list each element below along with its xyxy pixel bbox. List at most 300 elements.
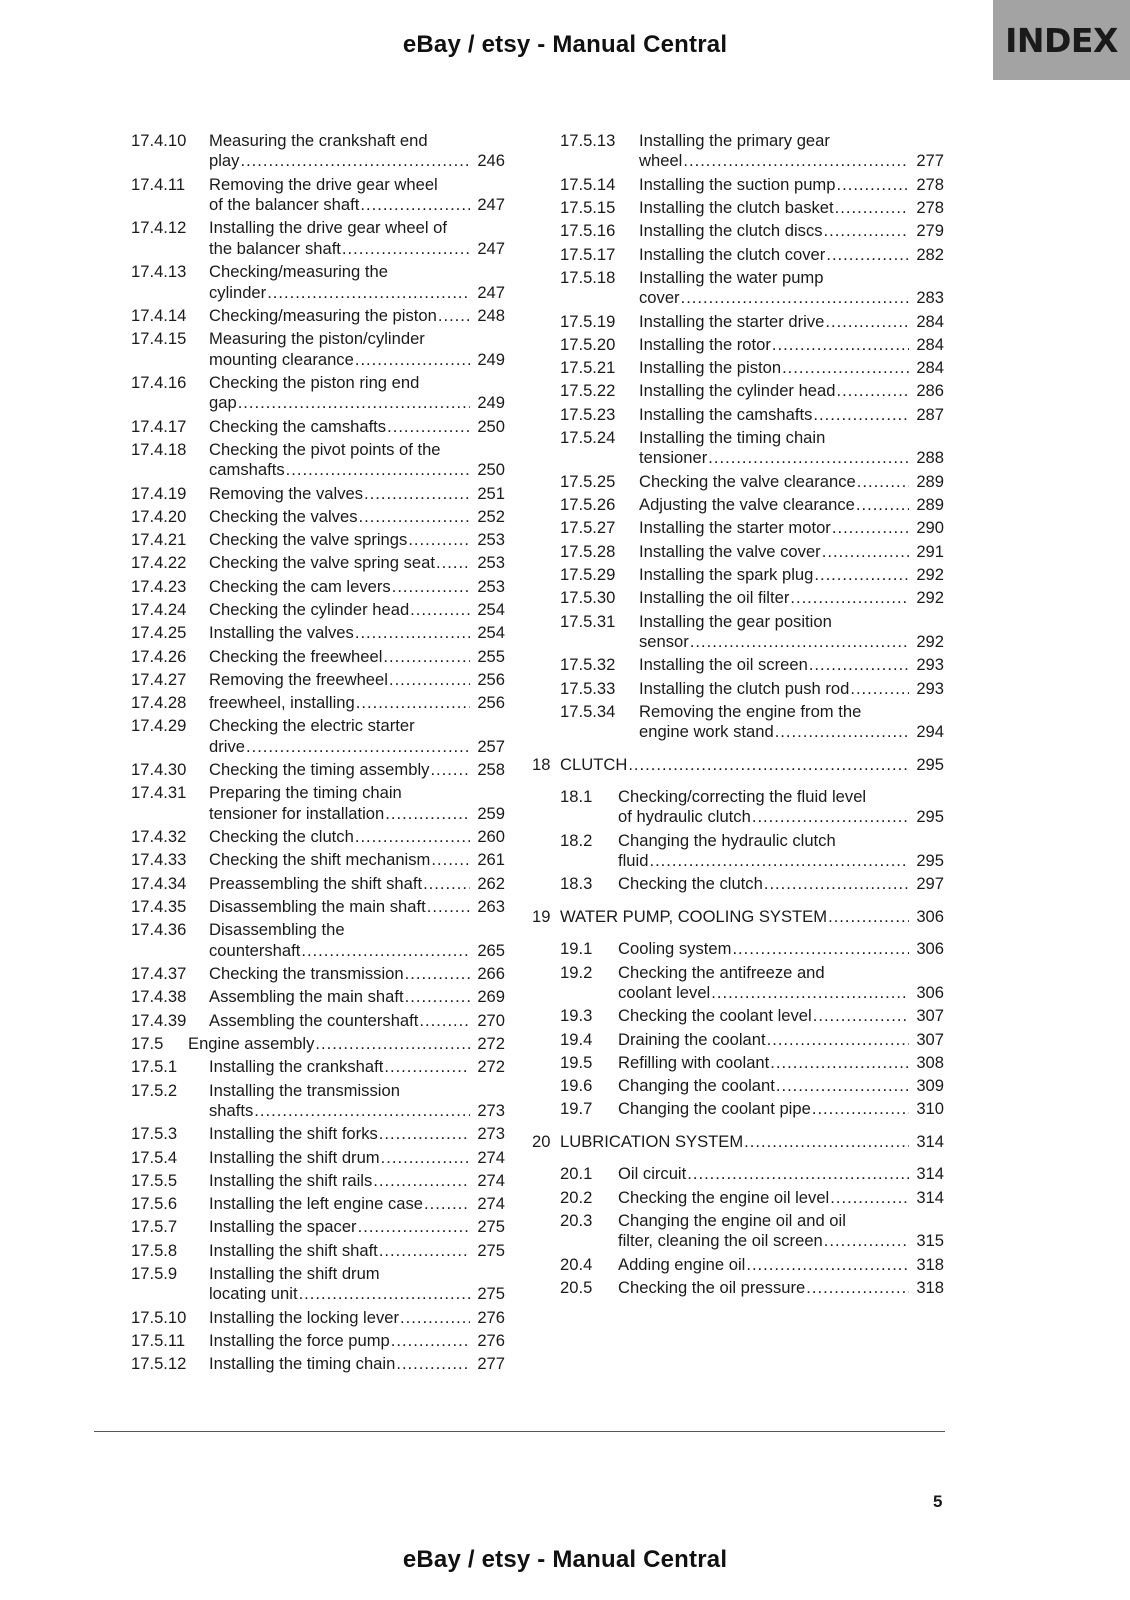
toc-entry-page: 314	[916, 1131, 944, 1151]
toc-leader-dots	[835, 198, 909, 218]
toc-entry-number: 17.5.24	[560, 428, 616, 448]
toc-entry[interactable]	[131, 897, 505, 917]
toc-entry[interactable]	[532, 542, 944, 562]
toc-entry-page: 306	[916, 939, 944, 959]
toc-entry-page: 277	[477, 1354, 505, 1374]
toc-entry-title: Installing the clutch basket	[639, 198, 834, 217]
toc-entry-number: 17.4.16	[131, 372, 187, 392]
toc-entry[interactable]	[532, 1132, 944, 1152]
toc-entry-page: 306	[916, 906, 944, 926]
toc-entry-title: countershaft	[209, 940, 301, 960]
toc-entry[interactable]	[532, 1030, 944, 1050]
toc-entry[interactable]	[131, 1264, 505, 1305]
toc-entry[interactable]	[532, 381, 944, 401]
toc-entry[interactable]	[131, 716, 505, 757]
toc-entry-number: 17.5.33	[560, 678, 616, 698]
page-header-title: eBay / etsy - Manual Central	[402, 31, 728, 58]
toc-entry-title: tensioner for installation	[209, 803, 385, 823]
toc-entry-page: 314	[916, 1187, 944, 1207]
toc-leader-dots	[355, 350, 470, 370]
toc-entry[interactable]	[532, 1278, 944, 1298]
toc-entry-page: 249	[477, 349, 505, 369]
toc-entry-title: Removing the valves	[209, 483, 364, 503]
toc-entry-title: shafts	[209, 1100, 254, 1120]
toc-entry-title: cover	[639, 288, 680, 308]
toc-entry-title: Installing the shift drum	[209, 1264, 380, 1284]
toc-entry-number: 19.4	[560, 1029, 593, 1049]
toc-entry-title: Adjusting the valve clearance	[639, 495, 855, 515]
toc-entry-page: 279	[916, 221, 944, 241]
toc-leader-dots	[683, 151, 909, 171]
toc-leader-dots	[356, 693, 470, 713]
toc-entry[interactable]	[532, 472, 944, 492]
toc-entry-page: 250	[477, 416, 505, 436]
toc-entry-page: 282	[916, 244, 944, 264]
toc-entry[interactable]	[532, 907, 944, 927]
toc-entry[interactable]	[131, 1241, 505, 1261]
toc-leader-dots	[383, 647, 470, 667]
toc-entry-title: Checking the oil pressure	[618, 1277, 806, 1297]
toc-entry[interactable]	[131, 553, 505, 573]
toc-entry[interactable]	[131, 1217, 505, 1237]
toc-entry[interactable]	[532, 175, 944, 195]
toc-entry-title: Preassembling the shift shaft	[209, 873, 423, 893]
toc-entry[interactable]	[532, 1255, 944, 1275]
toc-entry-number: 17.5.29	[560, 564, 616, 584]
toc-leader-dots	[396, 1354, 470, 1374]
toc-entry-page: 294	[916, 722, 944, 742]
toc-entry-page: 252	[477, 506, 505, 526]
toc-entry[interactable]	[532, 655, 944, 675]
toc-entry[interactable]	[131, 175, 505, 216]
toc-entry-number: 17.4.10	[131, 131, 187, 150]
toc-entry-page: 274	[477, 1170, 505, 1190]
toc-entry[interactable]	[532, 755, 944, 775]
toc-entry-title: Cooling system	[618, 939, 732, 959]
toc-entry-number: 19.3	[560, 1006, 593, 1026]
toc-entry-number: 17.5.7	[131, 1217, 178, 1237]
toc-entry[interactable]	[131, 920, 505, 961]
toc-entry-number: 17.4.37	[131, 964, 187, 984]
toc-entry[interactable]	[532, 335, 944, 355]
toc-entry[interactable]	[131, 484, 505, 504]
toc-entry-title: Checking the freewheel	[209, 646, 383, 666]
toc-entry[interactable]	[131, 262, 505, 303]
toc-entry-number: 20.3	[560, 1210, 593, 1230]
toc-entry[interactable]	[532, 1188, 944, 1208]
toc-entry-title: Installing the starter drive	[639, 311, 825, 331]
toc-entry[interactable]	[532, 963, 944, 1004]
toc-entry-title: Installing the rotor	[639, 334, 771, 354]
toc-entry-title: Installing the starter motor	[639, 518, 831, 538]
toc-leader-dots	[438, 306, 470, 326]
toc-entry-page: 278	[916, 174, 944, 194]
toc-entry-page: 293	[916, 678, 944, 698]
toc-entry-title: Installing the primary gear	[639, 131, 830, 150]
toc-leader-dots	[836, 175, 909, 195]
toc-entry-title: WATER PUMP, COOLING SYSTEM	[560, 906, 828, 926]
toc-entry-page: 273	[477, 1124, 505, 1144]
toc-entry-number: 17.4.19	[131, 483, 187, 503]
toc-leader-dots	[628, 755, 909, 775]
toc-leader-dots	[690, 632, 909, 652]
toc-entry[interactable]	[532, 221, 944, 241]
toc-entry-number: 17.4.20	[131, 506, 187, 526]
toc-entry[interactable]	[131, 964, 505, 984]
toc-entry-number: 17.4.25	[131, 623, 187, 643]
toc-leader-dots	[385, 804, 470, 824]
toc-entry-page: 275	[477, 1217, 505, 1237]
toc-entry[interactable]	[532, 1099, 944, 1119]
toc-entry-title: Installing the clutch push rod	[639, 678, 850, 698]
toc-entry[interactable]	[131, 1148, 505, 1168]
toc-entry-title: Installing the shift rails	[209, 1170, 373, 1190]
toc-entry-page: 295	[916, 807, 944, 827]
toc-entry-page: 260	[477, 827, 505, 847]
toc-entry[interactable]	[532, 495, 944, 515]
toc-entry[interactable]	[131, 783, 505, 824]
toc-leader-dots	[358, 1217, 470, 1237]
toc-entry-number: 17.5.16	[560, 221, 616, 241]
toc-entry-title: Measuring the crankshaft end	[209, 131, 428, 150]
toc-entry-number: 17.5.3	[131, 1124, 178, 1144]
toc-entry[interactable]	[131, 417, 505, 437]
toc-entry-page: 274	[477, 1147, 505, 1167]
toc-entry-number: 17.5.20	[560, 334, 616, 354]
toc-entry[interactable]	[532, 358, 944, 378]
toc-entry[interactable]	[532, 1076, 944, 1096]
toc-entry-page: 253	[477, 553, 505, 573]
toc-entry-title: freewheel, installing	[209, 693, 355, 713]
toc-entry-title: of the balancer shaft	[209, 195, 360, 215]
toc-entry[interactable]	[131, 1011, 505, 1031]
toc-entry-number: 17.4.33	[131, 850, 187, 870]
toc-leader-dots	[825, 312, 909, 332]
toc-entry[interactable]	[131, 329, 505, 370]
toc-entry-page: 270	[477, 1010, 505, 1030]
toc-entry-title: Checking the piston ring end	[209, 372, 420, 392]
toc-leader-dots	[824, 1231, 909, 1251]
toc-entry-title: Installing the timing chain	[209, 1354, 396, 1374]
toc-entry-title: Installing the left engine case	[209, 1194, 424, 1214]
toc-entry-title: Engine assembly	[188, 1033, 315, 1053]
toc-entry-title: CLUTCH	[560, 754, 628, 774]
toc-entry[interactable]	[131, 670, 505, 690]
toc-leader-dots	[782, 358, 909, 378]
toc-leader-dots	[828, 907, 909, 927]
toc-entry-number: 17.4.23	[131, 576, 187, 596]
toc-entry-number: 17.4.31	[131, 783, 187, 803]
toc-entry-number: 17.4.35	[131, 897, 187, 917]
toc-leader-dots	[746, 1255, 909, 1275]
toc-entry[interactable]	[131, 306, 505, 326]
toc-entry-number: 19	[532, 906, 551, 926]
toc-entry[interactable]	[532, 312, 944, 332]
toc-leader-dots	[744, 1132, 909, 1152]
toc-entry[interactable]	[532, 588, 944, 608]
toc-entry-title: Disassembling the	[209, 920, 345, 940]
toc-entry-number: 17.5.19	[560, 311, 616, 331]
toc-entry-number: 17.5.23	[560, 404, 616, 424]
toc-entry[interactable]	[532, 131, 944, 172]
toc-entry-title: LUBRICATION SYSTEM	[560, 1131, 744, 1151]
toc-entry[interactable]	[131, 1124, 505, 1144]
toc-entry-page: 277	[916, 151, 944, 171]
toc-leader-dots	[410, 600, 470, 620]
toc-leader-dots	[355, 623, 470, 643]
toc-entry[interactable]	[532, 874, 944, 894]
toc-entry[interactable]	[131, 1331, 505, 1351]
toc-entry-number: 17.5.10	[131, 1307, 187, 1327]
toc-entry-title: Removing the drive gear wheel	[209, 174, 438, 194]
toc-leader-dots	[806, 1278, 909, 1298]
toc-entry-title: Installing the oil screen	[639, 655, 808, 675]
toc-entry-title: Installing the gear position	[639, 611, 832, 631]
index-tab[interactable]: INDEX	[993, 0, 1130, 80]
toc-entry-title: Installing the drive gear wheel of	[209, 218, 447, 238]
toc-leader-dots	[240, 151, 470, 171]
toc-entry[interactable]	[131, 1354, 505, 1374]
toc-entry-page: 254	[477, 623, 505, 643]
toc-entry-title: Changing the coolant	[618, 1076, 775, 1096]
toc-entry-page: 276	[477, 1307, 505, 1327]
toc-entry-title: Installing the transmission	[209, 1080, 400, 1100]
toc-entry-page: 247	[477, 282, 505, 302]
toc-entry-page: 291	[916, 541, 944, 561]
toc-entry[interactable]	[532, 245, 944, 265]
toc-entry[interactable]	[532, 405, 944, 425]
toc-leader-dots	[424, 1194, 470, 1214]
toc-entry-number: 17.4.27	[131, 669, 187, 689]
toc-leader-dots	[764, 874, 909, 894]
toc-entry-page: 306	[916, 983, 944, 1002]
toc-entry-number: 17.5.11	[131, 1331, 186, 1351]
toc-entry-number: 17.4.14	[131, 305, 187, 325]
toc-entry-page: 265	[477, 940, 505, 960]
toc-entry-title: Installing the crankshaft	[209, 1057, 384, 1077]
toc-entry-title: the balancer shaft	[209, 238, 341, 258]
toc-entry-title: fluid	[618, 851, 649, 871]
toc-entry-page: 295	[916, 851, 944, 871]
toc-entry[interactable]	[131, 440, 505, 481]
toc-entry-page: 253	[477, 576, 505, 596]
toc-leader-dots	[267, 283, 470, 303]
toc-entry-number: 20.1	[560, 1164, 593, 1184]
toc-entry-title: Checking the camshafts	[209, 416, 387, 436]
toc-leader-dots	[708, 448, 909, 468]
toc-entry[interactable]	[532, 787, 944, 828]
toc-entry[interactable]	[532, 1006, 944, 1026]
toc-entry-number: 20	[532, 1131, 551, 1151]
toc-entry-number: 17.5.12	[131, 1354, 187, 1374]
toc-entry[interactable]	[532, 268, 944, 309]
toc-leader-dots	[392, 577, 470, 597]
toc-leader-dots	[379, 1124, 470, 1144]
toc-entry[interactable]	[131, 987, 505, 1007]
toc-entry-page: 310	[916, 1099, 944, 1119]
toc-entry-page: 290	[916, 518, 944, 538]
toc-left-column	[131, 131, 505, 1378]
toc-entry-number: 17.5.25	[560, 471, 616, 491]
toc-leader-dots	[809, 655, 909, 675]
toc-entry-number: 17.5.17	[560, 244, 616, 264]
toc-entry-number: 20.4	[560, 1254, 593, 1274]
toc-entry-number: 17.5.31	[560, 611, 616, 631]
toc-entry-title: Installing the spark plug	[639, 564, 814, 584]
toc-entry[interactable]	[532, 939, 944, 959]
toc-entry[interactable]	[532, 1164, 944, 1184]
toc-leader-dots	[822, 542, 909, 562]
toc-entry-title: Assembling the main shaft	[209, 987, 404, 1007]
toc-entry[interactable]	[131, 507, 505, 527]
toc-entry[interactable]	[532, 831, 944, 872]
toc-entry-number: 17.5.28	[560, 541, 616, 561]
toc-leader-dots	[246, 737, 470, 757]
toc-entry-number: 17.5.14	[560, 174, 616, 194]
toc-leader-dots	[400, 1308, 470, 1328]
toc-entry-number: 17.5.6	[131, 1194, 178, 1214]
toc-leader-dots	[687, 1164, 909, 1184]
toc-entry-page: 309	[916, 1076, 944, 1096]
toc-entry-page: 292	[916, 564, 944, 584]
toc-entry[interactable]	[532, 1053, 944, 1073]
toc-entry-number: 17.5.15	[560, 198, 616, 217]
toc-entry-number: 17.5.30	[560, 588, 616, 608]
toc-entry-title: Checking the cam levers	[209, 576, 391, 596]
toc-leader-dots	[814, 565, 909, 585]
toc-leader-dots	[286, 460, 470, 480]
toc-leader-dots	[355, 827, 470, 847]
toc-entry-page: 262	[477, 873, 505, 893]
toc-entry[interactable]	[532, 1211, 944, 1252]
toc-entry-page: 249	[477, 393, 505, 413]
toc-leader-dots	[770, 1053, 909, 1073]
toc-entry[interactable]	[131, 530, 505, 550]
toc-entry[interactable]	[131, 1308, 505, 1328]
toc-entry[interactable]	[532, 565, 944, 585]
toc-entry[interactable]	[532, 679, 944, 699]
toc-entry-number: 17.5.4	[131, 1147, 178, 1167]
toc-entry[interactable]	[532, 518, 944, 538]
toc-leader-dots	[405, 964, 470, 984]
toc-entry-title: Changing the hydraulic clutch	[618, 830, 836, 850]
toc-entry-title: Installing the locking lever	[209, 1307, 400, 1327]
toc-entry-page: 259	[477, 803, 505, 823]
toc-entry-title: Checking/measuring the	[209, 262, 388, 282]
toc-entry[interactable]	[131, 577, 505, 597]
toc-entry[interactable]	[131, 1194, 505, 1214]
toc-entry-title: engine work stand	[639, 722, 774, 742]
toc-entry[interactable]	[131, 1081, 505, 1122]
toc-leader-dots	[776, 1076, 909, 1096]
toc-entry-title: Refilling with coolant	[618, 1052, 770, 1072]
toc-entry-page: 284	[916, 358, 944, 378]
toc-entry-number: 17.4.24	[131, 600, 187, 619]
toc-entry-page: 318	[916, 1277, 944, 1297]
toc-entry[interactable]	[131, 647, 505, 667]
toc-entry-page: 253	[477, 530, 505, 550]
page-footer-title: eBay / etsy - Manual Central	[402, 1546, 728, 1573]
toc-entry[interactable]	[131, 760, 505, 780]
page-number: 5	[933, 1492, 943, 1511]
toc-entry-number: 17.4.22	[131, 553, 187, 573]
toc-entry-page: 307	[916, 1006, 944, 1026]
toc-leader-dots	[391, 1331, 470, 1351]
toc-entry[interactable]	[131, 1034, 505, 1054]
toc-entry-title: locating unit	[209, 1284, 298, 1304]
toc-entry-title: Installing the water pump	[639, 267, 824, 287]
toc-entry-title: Checking the engine oil level	[618, 1187, 830, 1207]
toc-leader-dots	[238, 393, 470, 413]
toc-entry-title: Oil circuit	[618, 1164, 687, 1184]
toc-entry[interactable]	[131, 693, 505, 713]
toc-entry-number: 17.5.2	[131, 1080, 178, 1100]
toc-entry[interactable]	[131, 827, 505, 847]
toc-entry-page: 284	[916, 311, 944, 331]
toc-entry-page: 255	[477, 646, 505, 666]
toc-entry-number: 17.4.18	[131, 439, 187, 459]
toc-entry-page: 275	[477, 1240, 505, 1260]
toc-entry-title: Installing the cylinder head	[639, 381, 836, 401]
toc-entry-number: 17.5.32	[560, 655, 616, 675]
toc-entry[interactable]	[532, 198, 944, 218]
toc-entry[interactable]	[131, 131, 505, 172]
toc-entry-title: camshafts	[209, 460, 285, 480]
toc-entry-page: 318	[916, 1254, 944, 1274]
toc-entry[interactable]	[131, 218, 505, 259]
toc-entry[interactable]	[131, 1057, 505, 1077]
toc-leader-dots	[681, 288, 909, 308]
toc-entry[interactable]	[131, 623, 505, 643]
toc-entry-number: 17.5.1	[131, 1057, 178, 1077]
toc-entry-page: 288	[916, 448, 944, 468]
toc-entry[interactable]	[131, 600, 505, 620]
toc-entry[interactable]	[532, 702, 944, 743]
toc-leader-dots	[384, 1057, 470, 1077]
toc-leader-dots	[364, 484, 470, 504]
toc-entry-title: Checking the shift mechanism	[209, 850, 431, 870]
toc-entry[interactable]	[131, 874, 505, 894]
toc-entry-page: 292	[916, 588, 944, 608]
toc-entry-page: 292	[916, 631, 944, 651]
toc-entry-page: 256	[477, 669, 505, 689]
toc-entry-page: 308	[916, 1052, 944, 1072]
toc-entry-title: Installing the spacer	[209, 1217, 357, 1237]
toc-leader-dots	[775, 722, 909, 742]
toc-entry-page: 297	[916, 874, 944, 894]
toc-entry-title: Installing the clutch discs	[639, 221, 823, 241]
toc-leader-dots	[752, 807, 909, 827]
toc-entry-page: 251	[477, 483, 505, 503]
toc-entry[interactable]	[532, 428, 944, 469]
footer-divider	[94, 1431, 945, 1432]
toc-leader-dots	[301, 941, 470, 961]
toc-entry-title: Adding engine oil	[618, 1254, 746, 1274]
toc-entry[interactable]	[131, 1171, 505, 1191]
toc-entry-number: 18	[532, 754, 551, 774]
toc-entry[interactable]	[131, 373, 505, 414]
toc-entry-page: 287	[916, 404, 944, 424]
toc-entry[interactable]	[532, 612, 944, 653]
toc-leader-dots	[850, 679, 909, 699]
toc-entry-title: Measuring the piston/cylinder	[209, 329, 425, 349]
toc-entry[interactable]	[131, 850, 505, 870]
toc-entry-title: Installing the piston	[639, 358, 782, 378]
toc-entry-page: 257	[477, 736, 505, 756]
toc-entry-page: 263	[477, 897, 505, 917]
toc-entry-number: 17.4.39	[131, 1010, 187, 1030]
toc-entry-title: Checking the clutch	[618, 874, 763, 894]
